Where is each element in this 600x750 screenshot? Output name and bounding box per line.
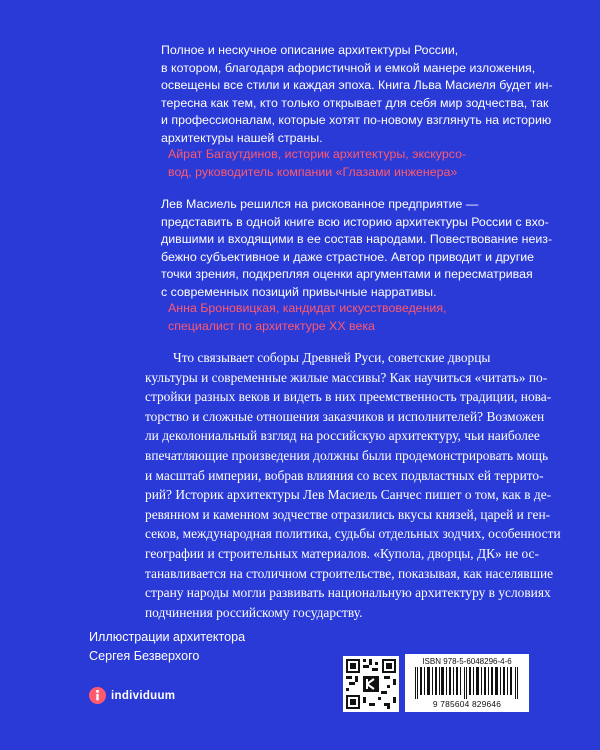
isbn-digits: 9 785604 829646 [432, 699, 502, 709]
publisher-logo-icon [89, 687, 106, 704]
description-line: секов, международная политика, судьбы отдельных зодчих, особенности [145, 526, 561, 542]
quote-1-attribution [168, 146, 558, 181]
illustrations-line-2: Сергея Безверхого [89, 649, 200, 663]
isbn-barcode [405, 654, 529, 712]
publisher-name: individuum [111, 689, 176, 702]
isbn-label: ISBN 978-5-6048296-4-6 [422, 657, 512, 666]
quote-line: тересна как тем, кто только открывает для себя мир зодчества, так [161, 95, 549, 110]
quote-line: точки зрения, подкрепляя оценки аргументами и пересматривая [161, 267, 533, 282]
quote-1-text [161, 42, 561, 148]
quote-line: бежно субъективное и даже страстное. Автор приводит и другие [161, 249, 535, 264]
description-line: географии и строительных материалов. «Купола, дворцы, ДК» не ос- [145, 545, 539, 561]
quote-line: Лев Масиель решился на рискованное предприятие — [161, 197, 479, 211]
quote-line: и профессионалам, которые хотят по-новому взглянуть на историю [161, 113, 552, 128]
description-line: стройки разных веков и видеть в них преемственность традиции, нова- [145, 389, 552, 405]
description-line: впечатляющие произведения должны были продемонстрировать мощь [145, 447, 549, 463]
quote-2-attribution [168, 300, 558, 335]
illustrations-line-1: Иллюстрации архитектора [89, 630, 246, 644]
description-line: танавливается на столичном строительстве, показывая, как населявшие [145, 565, 554, 581]
description-line: ли деколониальный взгляд на российскую архитектуру, чьи наиболее [145, 428, 540, 444]
attribution-line: Айрат Багаутдинов, историк архитектуры, экскурсо- [168, 147, 467, 161]
attribution-line: специалист по архитектуре XX века [168, 318, 375, 333]
description-line: рий? Историк архитектуры Лев Масиель Санчес пишет о том, как в де- [145, 487, 552, 503]
attribution-line: вод, руководитель компании «Глазами инженера» [168, 164, 458, 179]
quote-line: с современных позиций привычные нарративы. [161, 284, 437, 299]
quote-line: Полное и нескучное описание архитектуры России, [161, 43, 459, 57]
qr-code [343, 656, 399, 712]
description-line: культуры и современные жилые массивы? Как научиться «читать» по- [145, 369, 548, 385]
description-line: торство и сложные отношения заказчиков и исполнителей? Возможен [145, 408, 545, 424]
description-line: и масштаб империи, вобрав влияния со всех подвластных ей террито- [145, 467, 544, 483]
description-line: страну народы могли развивать национальную архитектуру в условиях [145, 585, 551, 601]
quote-line: архитектуры нашей страны. [161, 130, 323, 145]
quote-2-text [161, 196, 561, 302]
illustrations-credit [89, 628, 245, 666]
quote-line: представить в одной книге всю историю архитектуры России с вхо- [161, 214, 549, 229]
description-line: подчинения российскому государству. [145, 604, 363, 620]
attribution-line: Анна Броновицкая, кандидат искусствоведения, [168, 301, 447, 315]
quote-line: в котором, благодаря афористичной и емкой манере изложения, [161, 60, 536, 75]
description-line: ревянном и каменном зодчестве отразились вкусы князей, царей и ген- [145, 506, 551, 522]
quote-line: освещены все стили и каждая эпоха. Книга Льва Масиеля будет ин- [161, 78, 553, 93]
description-line: Что связывает соборы Древней Руси, советские дворцы [173, 350, 491, 365]
quote-line: дившими и входящими в ее состав народами. Повествование неиз- [161, 232, 553, 247]
book-description [145, 348, 565, 622]
publisher-logo [89, 687, 175, 704]
